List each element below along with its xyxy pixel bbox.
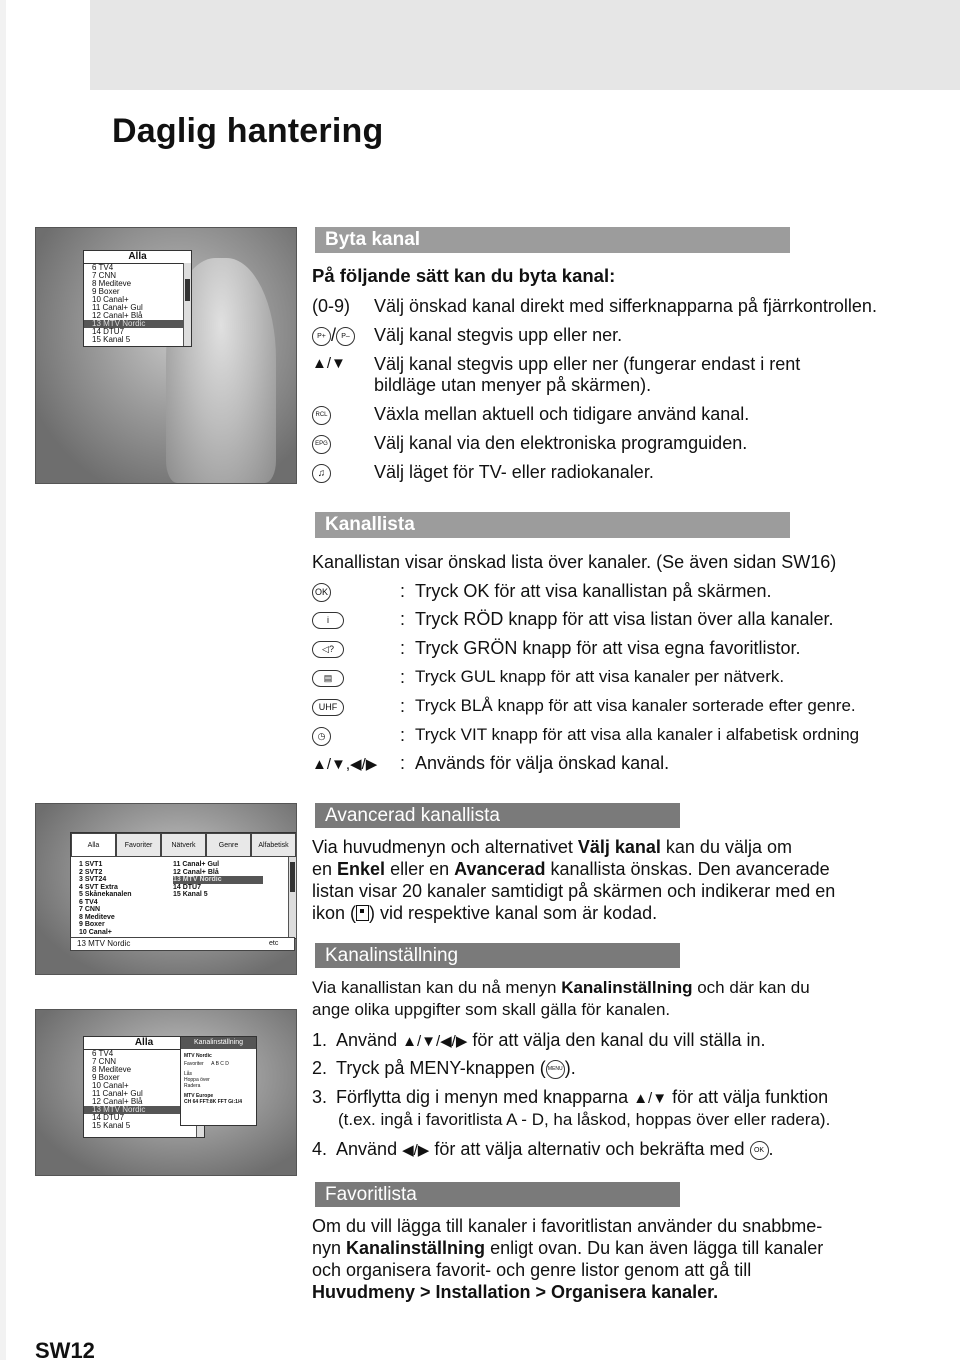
- channel-list: [84, 264, 191, 344]
- text: Använd: [336, 1139, 403, 1159]
- text: Via kanallistan kan du nå menyn: [312, 978, 562, 997]
- settings-info: CH 64 FFT:8K FFT Gi:1/4: [184, 1099, 243, 1105]
- settings-channel: MTV Nordic: [184, 1053, 212, 1059]
- kanallista-key: [312, 580, 331, 602]
- byta-row-p-text: Välj kanal stegvis upp eller ner.: [374, 325, 623, 345]
- channel-list-item[interactable]: 8 Mediteve: [92, 1065, 132, 1074]
- page-edge: [0, 0, 6, 1360]
- list-tab[interactable]: Genre: [206, 833, 251, 857]
- byta-row-arrows-text: Välj kanal stegvis upp eller ner (fungerar endast i rent: [374, 354, 801, 374]
- bold-text: Avancerad: [454, 859, 546, 879]
- colon: :: [400, 609, 406, 629]
- channel-list-item[interactable]: 12 Canal+ Blå: [92, 311, 143, 320]
- section-heading-text: Favoritlista: [325, 1184, 417, 1205]
- tv-screenshot-channel-list: [35, 227, 297, 484]
- byta-row-arrows-key: ▲/▼: [312, 355, 346, 372]
- channel-list-item[interactable]: 12 Canal+ Blå: [92, 1097, 143, 1106]
- step-1: [312, 1029, 766, 1053]
- bold-text: Kanalinställning: [346, 1238, 486, 1258]
- scrambled-icon: [356, 905, 369, 921]
- advanced-list-item[interactable]: 10 Canal+: [79, 928, 112, 936]
- fav-line-3: och organisera favorit- och genre listor genom att gå till: [312, 1260, 752, 1280]
- arrow-keys-icon: ▲/▼,◀/▶: [312, 756, 378, 773]
- channel-list-panel: [83, 250, 192, 347]
- kanallista-key: [312, 695, 344, 717]
- text: Förflytta dig i menyn med knapparna: [336, 1087, 634, 1107]
- section-heading-text: Kanalinställning: [325, 945, 459, 966]
- advanced-list-item[interactable]: 3 SVT24: [79, 876, 107, 883]
- list-tab[interactable]: Favoriter: [116, 833, 161, 857]
- kanallista-text: Tryck OK för att visa kanallistan på skärmen.: [415, 581, 772, 601]
- column-1: [79, 861, 132, 936]
- rcl-button-icon: RCL: [312, 406, 331, 425]
- channel-list-item[interactable]: 8 Mediteve: [92, 279, 132, 288]
- byta-row-epg: [312, 432, 331, 454]
- advanced-list-item[interactable]: 8 Mediteve: [79, 913, 115, 921]
- avancerad-line-1: [312, 836, 912, 858]
- tv-screenshot-advanced-list: [35, 803, 297, 975]
- ok-button-icon: OK: [312, 583, 331, 602]
- page-number: SW12: [35, 1338, 95, 1363]
- text: kan du välja om: [660, 837, 792, 857]
- kanallista-key: [312, 608, 344, 630]
- byta-row-digits: [312, 295, 350, 317]
- intro-line-2: ange olika uppgifter som skall gälla för kanalen.: [312, 1000, 671, 1019]
- advanced-list-columns: [71, 857, 296, 938]
- settings-provider: MTV Europe: [184, 1093, 214, 1099]
- advanced-list-item[interactable]: 11 Canal+ Gul: [173, 861, 220, 868]
- avancerad-line-2: [312, 858, 912, 880]
- digits-key: (0-9): [312, 296, 351, 316]
- advanced-list-item[interactable]: 12 Canal+ Blå: [173, 868, 219, 876]
- settings-favorites-row: [181, 1061, 256, 1067]
- kanallista-text: Används för välja önskad kanal.: [415, 753, 670, 773]
- channel-list-item[interactable]: 9 Boxer: [92, 1073, 120, 1082]
- byta-row-rcl: [312, 403, 331, 425]
- avancerad-line-4: [312, 902, 912, 924]
- channel-list-item[interactable]: 10 Canal+: [92, 1081, 129, 1090]
- text: för att välja alternativ och bekräfta med: [429, 1139, 750, 1159]
- kanallista-text: Tryck RÖD knapp för att visa listan över alla kanaler.: [415, 609, 834, 629]
- status-channel: 13 MTV Nordic: [77, 939, 131, 948]
- slash: /: [331, 325, 337, 345]
- channel-list-item[interactable]: 11 Canal+ Gul: [92, 303, 143, 312]
- byta-row-radio: [312, 461, 331, 483]
- page-title: Daglig hantering: [112, 112, 384, 150]
- advanced-list-item[interactable]: 1 SVT1: [79, 861, 103, 868]
- byta-row-digits-text: Välj önskad kanal direkt med sifferknapparna på fjärrkontrollen.: [374, 296, 877, 316]
- advanced-list-item[interactable]: 14 DTU7: [173, 883, 202, 891]
- section-heading-kanalinstallning: [315, 943, 680, 968]
- advanced-list-panel: [70, 832, 297, 939]
- avancerad-line-3: listan visar 20 kanaler samtidigt på skärmen och indikerar med en: [312, 881, 836, 901]
- channel-list-item[interactable]: 11 Canal+ Gul: [92, 1089, 143, 1098]
- text: eller en: [385, 859, 455, 879]
- channel-list-item[interactable]: 15 Kanal 5: [92, 335, 131, 344]
- list-tab[interactable]: Alla: [71, 833, 116, 857]
- text: för att välja funktion: [667, 1087, 829, 1107]
- section-heading-favoritlista: [315, 1182, 680, 1207]
- channel-list-item[interactable]: 13 MTV Nordic: [84, 320, 191, 328]
- step-2: [312, 1057, 576, 1079]
- kanallista-intro: Kanallistan visar önskad lista över kanaler. (Se även sidan SW16): [312, 552, 837, 572]
- text: ).: [564, 1058, 576, 1078]
- kanallista-text: Tryck BLÅ knapp för att visa kanaler sorterade efter genre.: [415, 696, 856, 715]
- advanced-list-item[interactable]: 6 TV4: [79, 898, 98, 906]
- advanced-list-item[interactable]: 2 SVT2: [79, 868, 103, 876]
- clock-button-icon: ◷: [312, 727, 331, 746]
- settings-option[interactable]: Lås: [184, 1071, 193, 1077]
- bold-text: Kanalinställning: [561, 978, 693, 997]
- status-bar: [70, 937, 295, 951]
- ok-button-icon: OK: [750, 1141, 769, 1160]
- text: Använd: [336, 1030, 403, 1050]
- step-number: 4.: [312, 1139, 328, 1159]
- channel-list-item[interactable]: 13 MTV Nordic: [84, 1106, 204, 1114]
- settings-favorites-letters[interactable]: A B C D: [211, 1061, 229, 1067]
- step-3: [312, 1086, 828, 1110]
- status-etc: etc: [269, 940, 279, 947]
- column-2: [173, 861, 263, 899]
- channel-list-item[interactable]: 14 DTU7: [92, 327, 125, 336]
- text: ) vid respektive kanal som är kodad.: [369, 903, 658, 923]
- section-heading-text: Avancerad kanallista: [325, 805, 500, 826]
- advanced-list-item[interactable]: 4 SVT Extra: [79, 883, 118, 891]
- settings-option[interactable]: Hoppa över: [184, 1077, 210, 1083]
- advanced-list-item[interactable]: 5 Skånekanalen: [79, 891, 132, 898]
- list-tab[interactable]: Alfabetisk: [251, 833, 296, 857]
- kanallista-text: Tryck GRÖN knapp för att visa egna favoritlistor.: [415, 638, 801, 658]
- colon: :: [400, 696, 406, 716]
- text: Tryck på MENY-knappen (: [336, 1058, 546, 1078]
- scrollbar[interactable]: [183, 263, 191, 346]
- byta-row-arrows-text2: bildläge utan menyer på skärmen).: [374, 375, 652, 395]
- kanallista-text: Tryck GUL knapp för att visa kanaler per nätverk.: [415, 667, 785, 686]
- byta-row-p: [312, 324, 355, 346]
- kanallista-text: Tryck VIT knapp för att visa alla kanaler i alfabetisk ordning: [415, 725, 860, 744]
- up-down-keys-icon: ▲/▼: [633, 1090, 668, 1107]
- settings-options: [181, 1071, 256, 1089]
- advanced-list-item[interactable]: 7 CNN: [79, 906, 101, 913]
- channel-list-item[interactable]: 9 Boxer: [92, 287, 120, 296]
- colon: :: [400, 581, 406, 601]
- favoritlista-paragraph: [312, 1215, 912, 1303]
- fav-line-2: [312, 1237, 912, 1259]
- text: nyn: [312, 1238, 347, 1258]
- channel-list-header: Alla: [84, 1037, 204, 1050]
- channel-list-item[interactable]: 10 Canal+: [92, 295, 129, 304]
- arrow-keys-icon: ▲/▼/◀/▶: [402, 1033, 468, 1050]
- colon: :: [400, 725, 406, 745]
- network-button-icon: ▤: [312, 670, 344, 687]
- channel-list-item[interactable]: 7 CNN: [92, 271, 117, 280]
- info-button-icon: i: [312, 612, 344, 629]
- section-heading-avancerad: [315, 803, 680, 828]
- intro-line-1: [312, 977, 810, 999]
- bold-text: Välj kanal: [577, 837, 661, 857]
- radio-button-icon: ♫: [312, 464, 331, 483]
- text: Via huvudmenyn och alternativet: [312, 837, 578, 857]
- channel-list-item[interactable]: 7 CNN: [92, 1057, 117, 1066]
- list-tabs: [71, 833, 296, 857]
- colon: :: [400, 638, 406, 658]
- kanalinstallning-intro: [312, 977, 810, 1021]
- channel-settings-panel: [180, 1036, 257, 1126]
- kanallista-key: [312, 724, 331, 746]
- section-heading-text: Byta kanal: [325, 229, 421, 250]
- kanallista-key: [312, 666, 344, 688]
- scrollbar-thumb[interactable]: [185, 279, 190, 301]
- step-number: 3.: [312, 1087, 328, 1107]
- step-3-cont: (t.ex. ingå i favoritlista A - D, ha låskod, hoppas över eller radera).: [338, 1110, 831, 1129]
- colon: :: [400, 667, 406, 687]
- text: för att välja den kanal du vill ställa in.: [467, 1030, 766, 1050]
- advanced-list-item[interactable]: 13 MTV Nordic: [173, 876, 263, 884]
- channel-list-item[interactable]: 6 TV4: [92, 1049, 114, 1058]
- scrollbar-thumb[interactable]: [290, 862, 295, 892]
- advanced-list-item[interactable]: 15 Kanal 5: [173, 891, 208, 898]
- section-heading-kanallista: [315, 512, 790, 538]
- text: ikon (: [312, 903, 357, 923]
- settings-title: Kanalinställning: [181, 1037, 256, 1049]
- text: enligt ovan. Du kan även lägga till kanaler: [485, 1238, 824, 1258]
- section-heading-byta-kanal: [315, 227, 790, 253]
- channel-list-item[interactable]: 15 Kanal 5: [92, 1121, 131, 1130]
- menu-button-icon: MENU: [546, 1060, 565, 1079]
- text: en: [312, 859, 338, 879]
- step-number: 2.: [312, 1058, 328, 1078]
- channel-list-item[interactable]: 14 DTU7: [92, 1113, 125, 1122]
- text: kanallista önskas. Den avancerade: [545, 859, 830, 879]
- p-minus-button-icon: P–: [336, 327, 355, 346]
- byta-kanal-intro: På följande sätt kan du byta kanal:: [312, 265, 616, 286]
- kanallista-key: [312, 752, 377, 776]
- fav-line-4: Huvudmeny > Installation > Organisera kanaler.: [312, 1282, 719, 1302]
- settings-favorites-label: Favoriter: [184, 1061, 204, 1067]
- avancerad-paragraph: [312, 836, 912, 924]
- channel-list-header: Alla: [84, 251, 191, 264]
- left-right-keys-icon: ◀/▶: [402, 1142, 430, 1159]
- list-tab[interactable]: Nätverk: [161, 833, 206, 857]
- bold-text: Enkel: [337, 859, 386, 879]
- tv-screenshot-channel-settings: [35, 1009, 297, 1176]
- uhf-button-icon: UHF: [312, 699, 344, 716]
- settings-option[interactable]: Radera: [184, 1083, 201, 1089]
- scrollbar[interactable]: [288, 857, 296, 938]
- fav-line-1: Om du vill lägga till kanaler i favoritlistan använder du snabbme-: [312, 1216, 823, 1236]
- channel-list-item[interactable]: 6 TV4: [92, 263, 114, 272]
- epg-button-icon: EPG: [312, 435, 331, 454]
- byta-row-epg-text: Välj kanal via den elektroniska programguiden.: [374, 433, 748, 453]
- step-4: [312, 1138, 774, 1162]
- step-number: 1.: [312, 1030, 328, 1050]
- byta-row-rcl-text: Växla mellan aktuell och tidigare använd kanal.: [374, 404, 750, 424]
- p-plus-button-icon: P+: [312, 327, 331, 346]
- section-heading-text: Kanallista: [325, 514, 415, 535]
- advanced-list-item[interactable]: 9 Boxer: [79, 921, 105, 928]
- text: och där kan du: [692, 978, 810, 997]
- kanallista-key: [312, 637, 344, 659]
- favorite-button-icon: ◁?: [312, 641, 344, 658]
- byta-row-radio-text: Välj läget för TV- eller radiokanaler.: [374, 462, 654, 482]
- colon: :: [400, 753, 406, 773]
- text: .: [768, 1139, 774, 1159]
- header-band: [90, 0, 960, 90]
